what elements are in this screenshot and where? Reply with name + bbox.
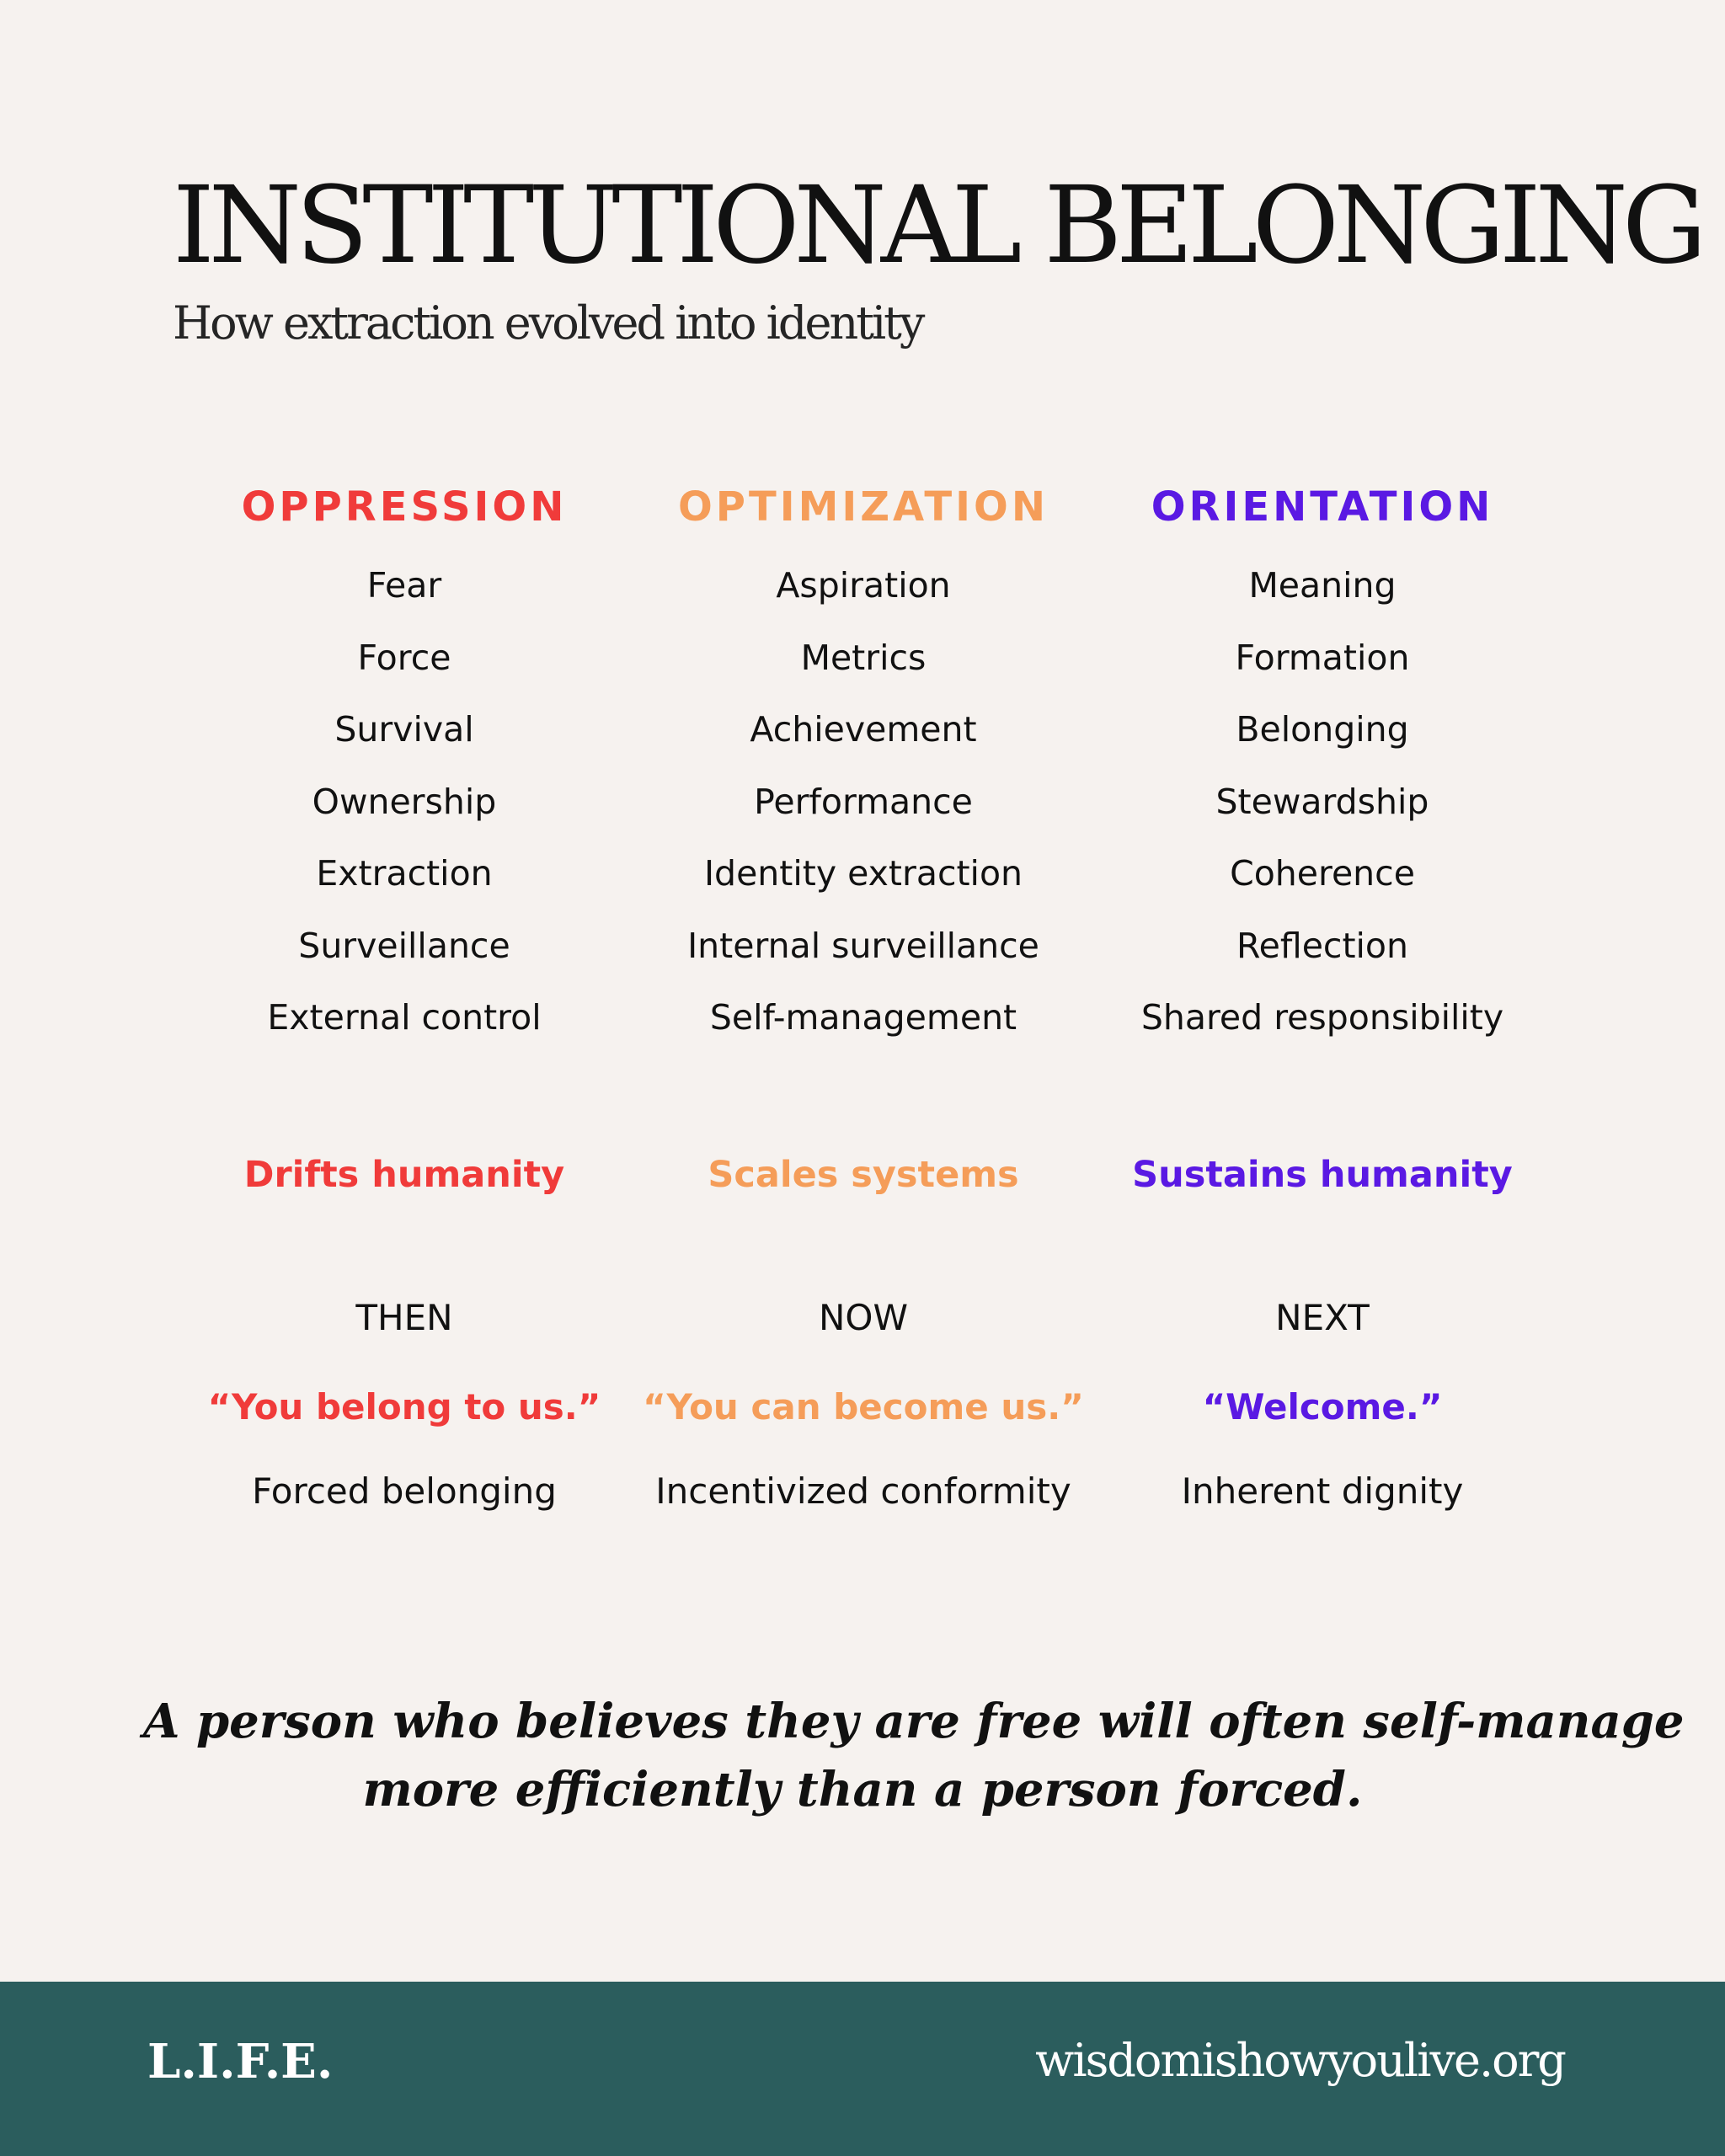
optimization-term-list: [628, 556, 1099, 1060]
oppression-term: Survival: [334, 709, 474, 750]
optimization-term: Identity extraction: [703, 853, 1023, 894]
now-label: NOW: [818, 1297, 908, 1338]
oppression-term: Extraction: [316, 853, 493, 894]
closing-line-1: A person who believes they are free will often self-manage: [143, 1694, 1685, 1749]
orientation-term: Coherence: [1230, 853, 1415, 894]
optimization-term: Aspiration: [776, 565, 951, 606]
orientation-term: Reflection: [1236, 925, 1408, 966]
orientation-term: Meaning: [1248, 565, 1397, 606]
oppression-term: Ownership: [312, 781, 497, 822]
orientation-effect: Sustains humanity: [1132, 1154, 1513, 1196]
then-label: THEN: [355, 1297, 453, 1338]
orientation-term: Stewardship: [1215, 781, 1429, 822]
closing-quote: [143, 1688, 1685, 1824]
page-subtitle: How extraction evolved into identity: [173, 296, 923, 350]
oppression-descriptor: Forced belonging: [252, 1470, 557, 1512]
optimization-descriptor: Incentivized conformity: [655, 1470, 1071, 1512]
website-link[interactable]: wisdomishowyoulive.org: [1035, 2034, 1565, 2087]
optimization-term: Self-management: [709, 997, 1017, 1038]
optimization-term: Performance: [754, 781, 973, 822]
orientation-term: Formation: [1235, 637, 1410, 678]
page-title: INSTITUTIONAL BELONGING: [173, 163, 1701, 287]
optimization-term: Internal surveillance: [687, 925, 1039, 966]
orientation-quote: “Welcome.”: [1202, 1386, 1443, 1428]
brand-logo: L.I.F.E.: [147, 2034, 334, 2089]
optimization-term: Metrics: [800, 637, 927, 678]
closing-line-2: more efficiently than a person forced.: [362, 1762, 1363, 1817]
optimization-quote: “You can become us.”: [643, 1386, 1084, 1428]
next-label: NEXT: [1275, 1297, 1370, 1338]
optimization-term: Achievement: [750, 709, 977, 750]
oppression-quote: “You belong to us.”: [207, 1386, 601, 1428]
oppression-effect: Drifts humanity: [243, 1154, 565, 1196]
optimization-heading: OPTIMIZATION: [677, 483, 1049, 531]
orientation-term: Belonging: [1236, 709, 1409, 750]
orientation-heading: ORIENTATION: [1151, 483, 1494, 531]
footer-band: [0, 1982, 1725, 2156]
oppression-term: External control: [267, 997, 542, 1038]
orientation-descriptor: Inherent dignity: [1181, 1470, 1464, 1512]
optimization-effect: Scales systems: [708, 1154, 1019, 1196]
oppression-term-list: [168, 556, 640, 1060]
oppression-term: Force: [357, 637, 451, 678]
orientation-term: Shared responsibility: [1140, 997, 1504, 1038]
oppression-heading: OPPRESSION: [241, 483, 568, 531]
oppression-term: Surveillance: [298, 925, 510, 966]
oppression-term: Fear: [366, 565, 442, 606]
orientation-term-list: [1087, 556, 1558, 1060]
